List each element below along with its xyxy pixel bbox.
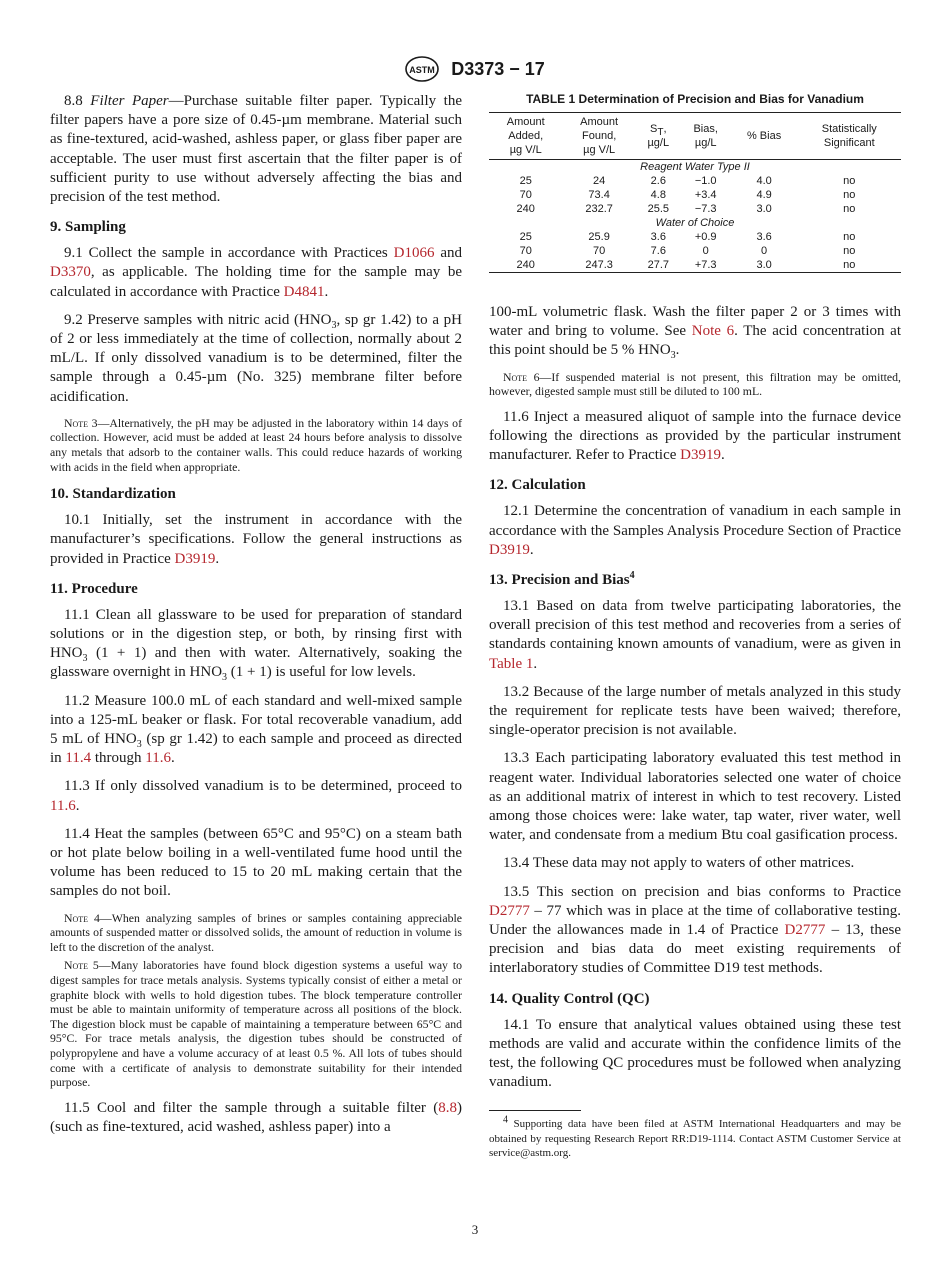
table-cell: no bbox=[843, 245, 856, 257]
table-cell: 3.6 bbox=[756, 231, 772, 243]
paragraph-9-1: 9.1 Collect the sample in accordance with Practices D1066 and D3370, as applicable. The holding time for the sample may be calculated in accordance with Practice D4841. bbox=[50, 245, 462, 300]
link-table-1[interactable]: Table 1 bbox=[489, 655, 534, 672]
note-3: Note 3—Alternatively, the pH may be adjusted in the laboratory within 14 days of collection. However, acid must be added at least 24 hours before analysis to dissolve any metals that adsorb to the container walls. This could reduce hazards of working with acids in the field when appropriate. bbox=[50, 415, 462, 474]
table-cell: 25 bbox=[519, 175, 532, 187]
paragraph-13-5: 13.5 This section on precision and bias conforms to Practice D2777 – 77 which was in place at the time of collaborative testing. Under the allowances made in 1.4 of Practice D2777 – 13, these precision and bias data do meet existing requirements of interlaboratory studies of Committee D19 test methods. bbox=[489, 883, 901, 977]
link-d4841[interactable]: D4841 bbox=[283, 283, 325, 300]
table-cell: 0 bbox=[761, 245, 768, 257]
section-heading-calculation: 12. Calculation bbox=[489, 477, 586, 494]
table-cell: 4.9 bbox=[756, 189, 772, 201]
section-heading-standardization: 10. Standardization bbox=[50, 486, 176, 503]
link-d3370[interactable]: D3370 bbox=[50, 264, 91, 281]
link-11-6[interactable]: 11.6 bbox=[50, 797, 76, 814]
table-cell: 4.8 bbox=[650, 189, 666, 201]
table-row bbox=[489, 258, 901, 273]
astm-logo-icon bbox=[405, 56, 439, 82]
table-cell: no bbox=[843, 231, 856, 243]
note-5: Note 5—Many laboratories have found block digestion systems a useful way to digest samples for trace metals analysis. Systems typically consist of either a metal or graphite block with wells to hold digestion tubes. The block temperature controller must be able to maintain uniformity of temperature across all positions of the block. The digestion block must be capable of maintaining a temperature between 65°C and 95°C. For trace metals analysis, the digestion tubes should be constructed of polypropylene and have a volume accuracy of at least 0.5 %. All lots of tubes should come with a certificate of analysis to demonstrate suitability for their intended purpose. bbox=[50, 958, 462, 1090]
paragraph-14-1: 14.1 To ensure that analytical values obtained using these test methods are valid and accurate within the confidence limits of the test, the following QC procedures must be followed when analyzing vanadium. bbox=[489, 1016, 901, 1091]
table-row bbox=[489, 202, 901, 216]
right-column bbox=[489, 92, 901, 1160]
col-header-found: Amount Found, µg V/L bbox=[562, 113, 635, 160]
svg-text:ASTM: ASTM bbox=[409, 65, 435, 75]
table-cell: 4.0 bbox=[756, 175, 772, 187]
left-column bbox=[50, 92, 462, 1146]
link-d3919[interactable]: D3919 bbox=[489, 541, 530, 558]
table-cell: +0.9 bbox=[694, 231, 717, 243]
table-cell: 3.6 bbox=[650, 231, 666, 243]
link-11-6[interactable]: 11.6 bbox=[145, 750, 171, 767]
table-cell: 73.4 bbox=[588, 189, 610, 201]
table-cell: 24 bbox=[593, 175, 606, 187]
table-cell: 232.7 bbox=[585, 203, 613, 215]
link-d2777[interactable]: D2777 bbox=[489, 902, 530, 919]
table-group-label: Water of Choice bbox=[655, 217, 735, 229]
table-cell: no bbox=[843, 175, 856, 187]
col-header-st: $S_T$, µg/L bbox=[636, 113, 681, 160]
table-cell: +3.4 bbox=[694, 189, 717, 201]
link-d1066[interactable]: D1066 bbox=[393, 245, 435, 262]
paragraph-11-5: 11.5 Cool and filter the sample through a suitable filter (8.8) (such as fine-textured, acid washed, ashless paper) into a bbox=[50, 1099, 462, 1135]
footnote-4: $^4$ Supporting data have been filed at ASTM International Headquarters and may be obtained by requesting Research Report RR:D19-1114. Contact ASTM Customer Service at service@astm.org. bbox=[489, 1114, 901, 1160]
table-cell: 7.6 bbox=[650, 245, 666, 257]
section-heading-quality-control: 14. Quality Control (QC) bbox=[489, 990, 650, 1007]
paragraph-13-2: 13.2 Because of the large number of metals analyzed in this study the requirement for replicate tests have been waived; therefore, single-operator precision is not available. bbox=[489, 683, 901, 739]
table-cell: −7.3 bbox=[694, 203, 717, 215]
table-cell: 70 bbox=[519, 245, 532, 257]
table-row bbox=[489, 230, 901, 244]
link-d2777[interactable]: D2777 bbox=[784, 922, 826, 939]
paragraph-13-4: 13.4 These data may not apply to waters of other matrices. bbox=[503, 855, 855, 872]
table-row bbox=[489, 244, 901, 258]
table-cell: +7.3 bbox=[681, 258, 731, 273]
document-code: D3373 − 17 bbox=[451, 58, 545, 79]
paragraph-10-1: 10.1 Initially, set the instrument in accordance with the manufacturer’s specifications. Follow the general instructions as provided in Practice D3919. bbox=[50, 512, 462, 567]
link-d3919[interactable]: D3919 bbox=[680, 447, 721, 464]
paragraph-13-3: 13.3 Each participating laboratory evaluated this test method in reagent water. Individual laboratories selected one water of choice as an additional matrix of interest in which to test recovery. Listed among those choices were: lake water, tap water, river water, well water, and condensate from a medium Btu coal gasification process. bbox=[489, 750, 901, 844]
table-cell: −1.0 bbox=[694, 175, 717, 187]
paragraph-11-6: 11.6 Inject a measured aliquot of sample into the furnace device following the directions as provided by the particular instrument manufacturer. Refer to Practice D3919. bbox=[489, 408, 901, 464]
table-cell: 240 bbox=[489, 258, 562, 273]
table-cell: 25 bbox=[519, 231, 532, 243]
table-cell: 27.7 bbox=[636, 258, 681, 273]
paragraph-11-4: 11.4 Heat the samples (between 65°C and 95°C) on a steam bath or hot plate below boiling in a well-ventilated fume hood until the volume has been reduced to 15 to 20 mL making certain that the samples do not boil. bbox=[50, 825, 462, 900]
col-header-pct-bias: % Bias bbox=[731, 113, 798, 160]
table-cell: no bbox=[843, 203, 856, 215]
section-heading-precision-bias: 13. Precision and Bias$^4$ bbox=[489, 570, 635, 589]
table-cell: 247.3 bbox=[562, 258, 635, 273]
table-title: TABLE 1 Determination of Precision and Bias for Vanadium bbox=[526, 92, 864, 106]
table-cell: 2.6 bbox=[650, 175, 666, 187]
section-heading-sampling: 9. Sampling bbox=[50, 219, 126, 236]
page-header bbox=[0, 56, 950, 82]
section-heading-procedure: 11. Procedure bbox=[50, 580, 138, 597]
paragraph-9-2: 9.2 Preserve samples with nitric acid ($HNO_3$, sp gr 1.42) to a pH of 2 or less immediately at the time of collection, normally about 2 mL/L. If only dissolved vanadium is to be determined, filter the sample through a 0.45-µm (No. 325) membrane filter before acidification. bbox=[50, 311, 462, 405]
table-group-label: Reagent Water Type II bbox=[640, 161, 750, 173]
table-cell: no bbox=[798, 258, 901, 273]
paragraph-11-2: 11.2 Measure 100.0 mL of each standard and well-mixed sample into a 125-mL beaker or flask. For total recoverable vanadium, add 5 mL of $HNO_3$ (sp gr 1.42) to each sample and proceed as directed in 11.4 through 11.6. bbox=[50, 692, 462, 767]
table-row bbox=[489, 188, 901, 202]
table-cell: 70 bbox=[519, 189, 532, 201]
table-cell: 0 bbox=[702, 245, 709, 257]
link-d3919[interactable]: D3919 bbox=[174, 550, 216, 567]
table-cell: 240 bbox=[516, 203, 535, 215]
table-cell: 3.0 bbox=[731, 258, 798, 273]
paragraph-13-1: 13.1 Based on data from twelve participating laboratories, the overall precision of this test method and recoveries from a series of standards containing known amounts of vanadium, were as given in Table 1. bbox=[489, 598, 901, 672]
col-header-significant: Statistically Significant bbox=[798, 113, 901, 160]
page-number: 3 bbox=[471, 1222, 479, 1237]
paragraph-11-1: 11.1 Clean all glassware to be used for preparation of standard solutions or in the digestion step, or both, by rinsing first with $HNO_3$ (1 + 1) and then with water. Alternatively, soaking the glassware overnight in $HNO_3$ (1 + 1) is useful for low levels. bbox=[50, 606, 462, 684]
table-cell: 3.0 bbox=[756, 203, 772, 215]
table-cell: 70 bbox=[593, 245, 606, 257]
paragraph-12-1: 12.1 Determine the concentration of vanadium in each sample in accordance with the Samples Analysis Procedure Section of Practice D3919. bbox=[489, 503, 901, 558]
paragraph-11-3: 11.3 If only dissolved vanadium is to be determined, proceed to 11.6. bbox=[50, 778, 462, 814]
table-cell: no bbox=[843, 189, 856, 201]
precision-bias-table bbox=[489, 112, 901, 273]
link-note-6[interactable]: Note 6 bbox=[691, 323, 735, 340]
link-11-4[interactable]: 11.4 bbox=[65, 750, 92, 767]
table-group-row bbox=[489, 160, 901, 175]
table-group-row bbox=[489, 216, 901, 230]
paragraph-8-8: 8.8 Filter Paper—Purchase suitable filter paper. Typically the filter papers have a pore size of 0.45-µm membrane. Material such as fine-textured, acid-washed, ashless paper, or glass fiber paper are acceptable. The user must first ascertain that the filter paper is of sufficient purity to use without adversely affecting the bias and precision of the test method. bbox=[50, 93, 462, 206]
link-8-8[interactable]: 8.8 bbox=[438, 1099, 457, 1116]
note-6: Note 6—If suspended material is not present, this filtration may be omitted, however, digested sample must still be diluted to 100 mL. bbox=[489, 369, 902, 399]
table-body bbox=[489, 160, 901, 273]
table-cell: 25.5 bbox=[647, 203, 669, 215]
col-header-bias: Bias, µg/L bbox=[681, 113, 731, 160]
paragraph-11-5-cont: 100-mL volumetric flask. Wash the filter paper 2 or 3 times with water and bring to volume. See Note 6. The acid concentration at this point should be 5 % $HNO_3$. bbox=[489, 304, 901, 362]
note-4: Note 4—When analyzing samples of brines or samples containing appreciable amounts of suspended matter or dissolved solids, the amount of reduction in volume is left to the discretion of the analyst. bbox=[50, 910, 462, 954]
table-cell: 25.9 bbox=[588, 231, 610, 243]
footnote-divider bbox=[489, 1110, 581, 1111]
table-row bbox=[489, 174, 901, 188]
col-header-added: Amount Added, µg V/L bbox=[489, 113, 562, 160]
